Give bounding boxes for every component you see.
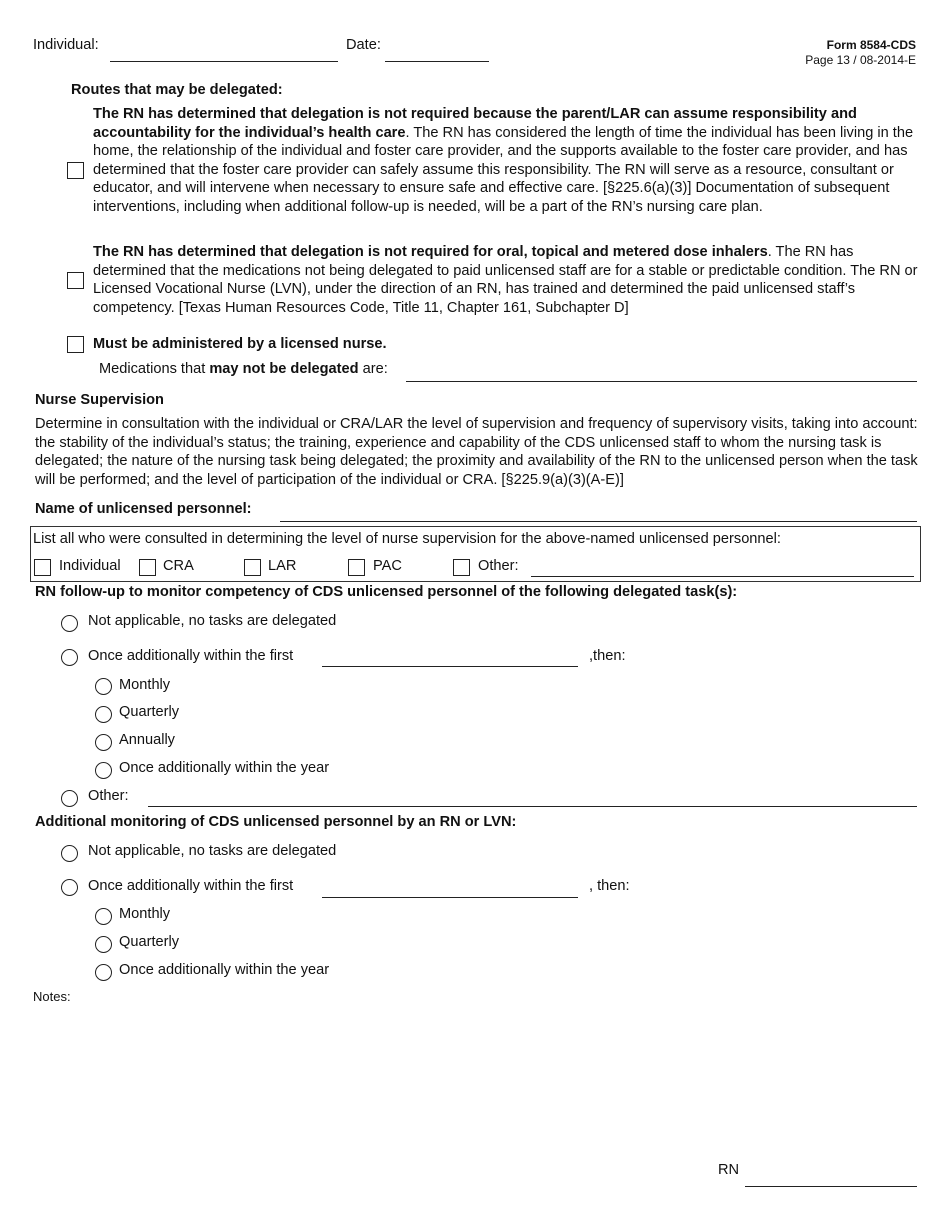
consulted-other-field[interactable] — [531, 576, 914, 577]
followup-then-label: ,then: — [589, 648, 626, 664]
consulted-pac-label: PAC — [373, 558, 402, 574]
individual-field[interactable] — [110, 61, 338, 62]
additional-monthly-label: Monthly — [119, 906, 171, 922]
consulted-individual-checkbox[interactable] — [34, 559, 51, 576]
consulted-cra-label: CRA — [163, 558, 194, 574]
followup-quarterly-radio[interactable] — [95, 706, 112, 723]
date-field[interactable] — [385, 61, 489, 62]
followup-annually-radio[interactable] — [95, 734, 112, 751]
form-number: Form 8584-CDS — [826, 38, 916, 52]
form-number-block — [805, 38, 916, 68]
followup-monthly-label: Monthly — [119, 677, 171, 693]
followup-other-radio[interactable] — [61, 790, 78, 807]
additional-heading: Additional monitoring of CDS unlicensed personnel by an RN or LVN: — [35, 814, 517, 830]
routes-heading: Routes that may be delegated: — [71, 82, 283, 98]
consulted-other-checkbox[interactable] — [453, 559, 470, 576]
followup-monthly-radio[interactable] — [95, 678, 112, 695]
option3-label: Must be administered by a licensed nurse. — [93, 336, 387, 352]
option1-bold: The RN has determined that delegation is not required because the parent/LAR can assume responsibility and accountability for the individual’s health care — [93, 106, 857, 141]
followup-once-first-label: Once additionally within the first — [88, 648, 294, 664]
notes-area[interactable] — [33, 1008, 917, 1148]
followup-na-label: Not applicable, no tasks are delegated — [88, 613, 337, 629]
followup-annually-label: Annually — [119, 732, 175, 748]
individual-label: Individual: — [33, 37, 99, 53]
page-info: Page 13 / 08-2014-E — [805, 53, 916, 67]
option1-text — [93, 105, 919, 217]
option1-body: . The RN has considered the length of time the individual has been living in the home, the relationship of the individual and foster care provider, and the supports available to the foster care provider, and has determined that the foster care provider can safely assume this responsibility. The RN will serve as a resource, consultant or educator, and will intervene when necessary to ensure safe and effective care. [§225.6(a)(3)] Documentation of subsequent interventions, including when additional follow-up is needed, will be a part of the RN’s nursing care plan. — [93, 124, 914, 215]
followup-quarterly-label: Quarterly — [119, 704, 180, 720]
consulted-label: List all who were consulted in determining the level of nurse supervision for the above-named unlicensed personnel: — [33, 531, 781, 547]
option3-checkbox[interactable] — [67, 336, 84, 353]
option1-checkbox[interactable] — [67, 162, 84, 179]
followup-once-first-radio[interactable] — [61, 649, 78, 666]
followup-once-year-label: Once additionally within the year — [119, 760, 330, 776]
option2-text — [93, 243, 919, 317]
additional-quarterly-label: Quarterly — [119, 934, 180, 950]
medications-label — [99, 361, 388, 377]
followup-na-radio[interactable] — [61, 615, 78, 632]
consulted-lar-label: LAR — [268, 558, 297, 574]
rn-signature-label: RN — [718, 1162, 740, 1178]
additional-once-year-radio[interactable] — [95, 964, 112, 981]
additional-monthly-radio[interactable] — [95, 908, 112, 925]
consulted-lar-checkbox[interactable] — [244, 559, 261, 576]
medications-prefix: Medications that — [99, 361, 210, 377]
followup-once-year-radio[interactable] — [95, 762, 112, 779]
followup-heading: RN follow-up to monitor competency of CDS unlicensed personnel of the following delegated task(s): — [35, 584, 738, 600]
medications-bold: may not be delegated — [209, 361, 359, 377]
supervision-text: Determine in consultation with the individual or CRA/LAR the level of supervision and frequency of supervisory visits, taking into account: the stability of the individual’s status; the training, experience and capability of the CDS unlicensed staff to whom the nursing task is delegated; the nature of the nursing task being delegated; the proximity and availability of the RN to the unlicensed person when the task will be performed; and the level of participation of the individual or CRA. [§225.9(a)(3)(A-E)] — [35, 416, 918, 488]
additional-once-year-label: Once additionally within the year — [119, 962, 330, 978]
followup-other-label: Other: — [88, 788, 129, 804]
followup-period-field[interactable] — [322, 666, 578, 667]
consulted-pac-checkbox[interactable] — [348, 559, 365, 576]
rn-signature-field[interactable] — [745, 1186, 917, 1187]
option2-bold: The RN has determined that delegation is not required for oral, topical and metered dose inhalers — [93, 244, 768, 260]
medications-suffix: are: — [358, 361, 388, 377]
additional-na-radio[interactable] — [61, 845, 78, 862]
additional-na-label: Not applicable, no tasks are delegated — [88, 843, 337, 859]
name-personnel-label: Name of unlicensed personnel: — [35, 501, 252, 517]
name-personnel-field[interactable] — [280, 521, 917, 522]
followup-other-field[interactable] — [148, 806, 917, 807]
date-label: Date: — [346, 37, 381, 53]
consulted-cra-checkbox[interactable] — [139, 559, 156, 576]
option2-checkbox[interactable] — [67, 272, 84, 289]
notes-label: Notes: — [33, 989, 71, 1004]
additional-once-first-radio[interactable] — [61, 879, 78, 896]
option2-body: . The RN has determined that the medications not being delegated to paid unlicensed staff are for a stable or predictable condition. The RN or Licensed Vocational Nurse (LVN), under the direction of an RN, has trained and determined the paid unlicensed staff’s competency. [Texas Human Resources Code, Title 11, Chapter 161, Subchapter D] — [93, 244, 918, 316]
additional-once-first-label: Once additionally within the first — [88, 878, 294, 894]
consulted-other-label: Other: — [478, 558, 519, 574]
additional-period-field[interactable] — [322, 897, 578, 898]
medications-field[interactable] — [406, 381, 917, 382]
additional-quarterly-radio[interactable] — [95, 936, 112, 953]
additional-then-label: , then: — [589, 878, 630, 894]
consulted-individual-label: Individual — [59, 558, 121, 574]
supervision-heading: Nurse Supervision — [35, 392, 164, 408]
